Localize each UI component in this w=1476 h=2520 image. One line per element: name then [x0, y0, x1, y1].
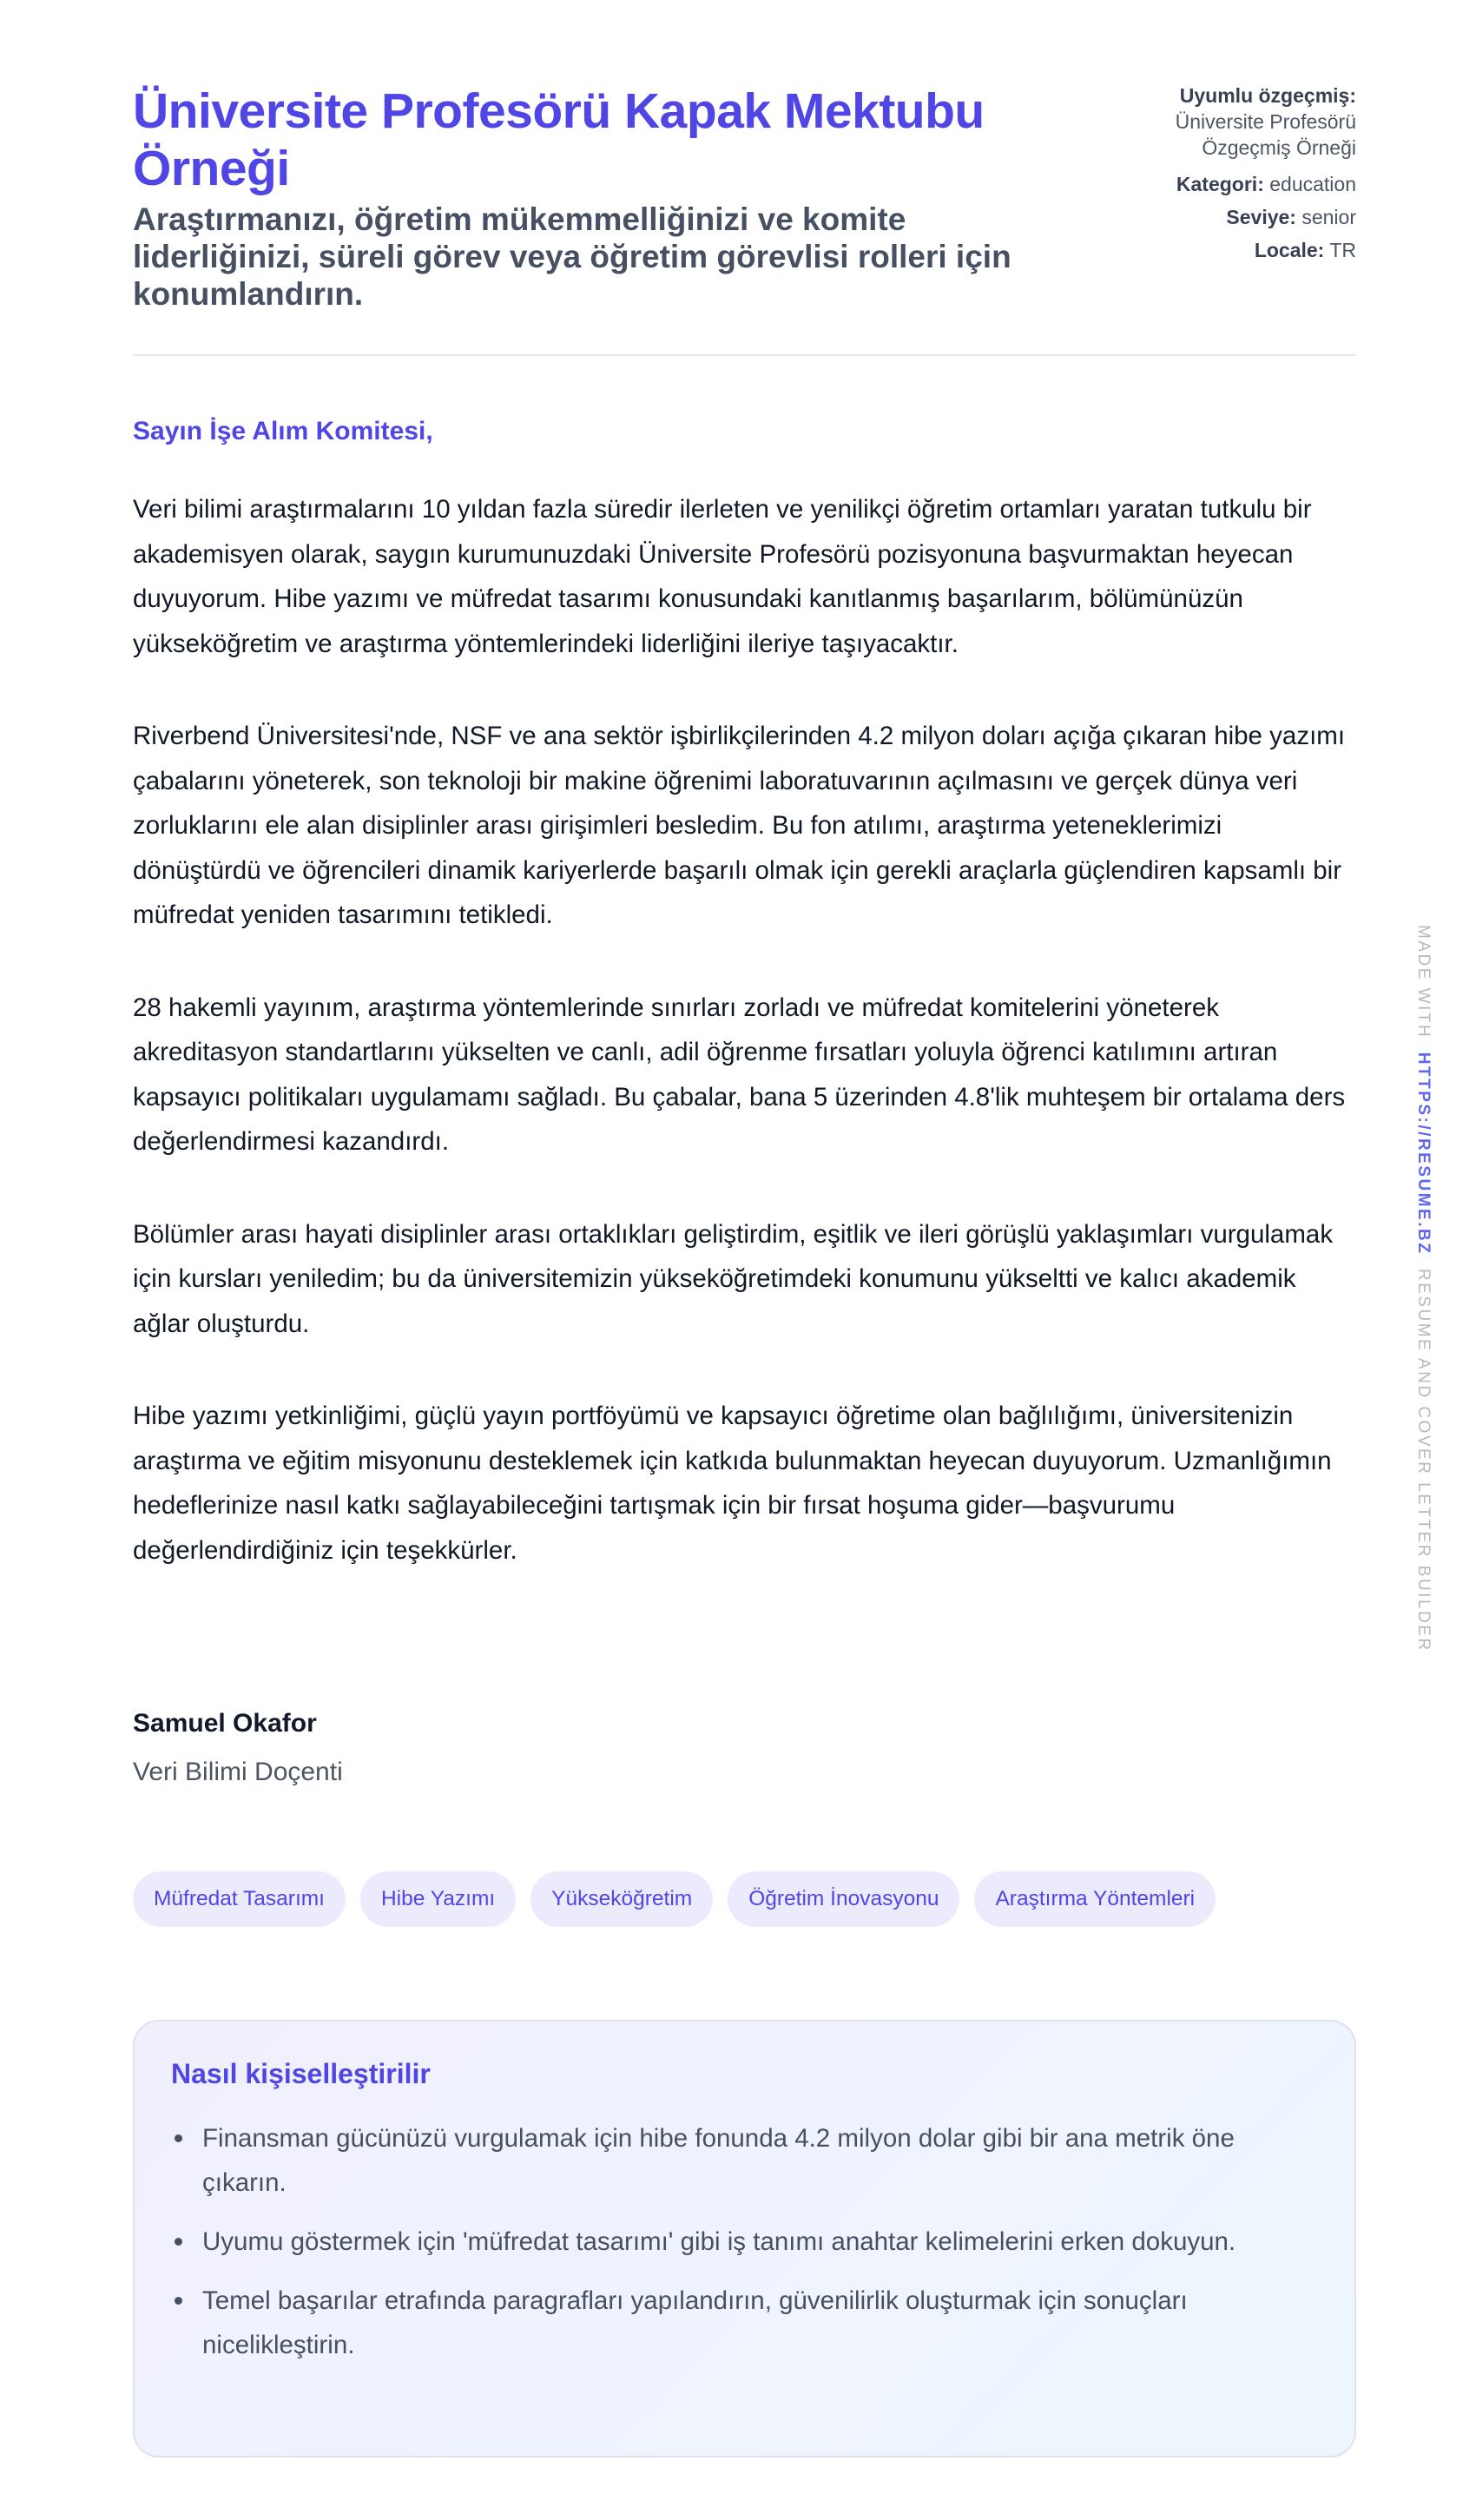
meta-locale	[1148, 234, 1356, 267]
meta-level	[1148, 201, 1356, 234]
meta-category-value: education	[1269, 173, 1356, 195]
skill-tags	[133, 1871, 1216, 1927]
page-header	[133, 82, 1356, 313]
meta-category	[1148, 168, 1356, 201]
skill-tag: Araştırma Yöntemleri	[974, 1871, 1216, 1927]
tips-list	[171, 2116, 1318, 2367]
page-title: Üniversite Profesörü Kapak Mektubu Örneği	[133, 83, 985, 196]
made-with-banner	[1413, 925, 1433, 1653]
page-subtitle: Araştırmanızı, öğretim mükemmelliğinizi ve komite liderliğinizi, süreli görev veya öğretim görevlisi rolleri için konumlandırın.	[133, 201, 1011, 312]
salutation: Sayın İşe Alım Komitesi,	[133, 417, 433, 445]
letter-paragraph: Veri bilimi araştırmalarını 10 yıldan fazla süredir ilerleten ve yenilikçi öğretim ortamları yaratan tutkulu bir akademisyen olarak, saygın kurumunuzdaki Üniversite Profesörü pozisyonuna başvurmaktan heyecan duyuyorum. Hibe yazımı ve müfredat tasarımı konusundaki kanıtlanmış başarılarım, bölümünüzün yükseköğretim ve araştırma yöntemlerindeki liderliğini ileriye taşıyacaktır.	[133, 495, 1312, 658]
letter-paragraph: Hibe yazımı yetkinliğimi, güçlü yayın portföyümü ve kapsayıcı öğretime olan bağlılığımı, üniversitenizin araştırma ve eğitim misyonunu desteklemek için katkıda bulunmaktan heyecan duyuyorum. Uzmanlığımın hedeflerinize nasıl katkı sağlayabileceğini tartışmak için bir fırsat hoşuma gider—başvurumu değerlendirdiğiniz için teşekkürler.	[133, 1402, 1332, 1565]
signer-name: Samuel Okafor	[133, 1709, 317, 1738]
tips-title: Nasıl kişiselleştirilir	[171, 2058, 431, 2089]
tip-item: Finansman gücünüzü vurgulamak için hibe fonunda 4.2 milyon dolar gibi bir ana metrik öne çıkarın.	[171, 2116, 1300, 2205]
meta-resume-value: Üniversite Profesörü Özgeçmiş Örneği	[1175, 110, 1356, 159]
letter-paragraph: Bölümler arası hayati disiplinler arası ortaklıkları geliştirdim, eşitlik ve ileri görüşlü yaklaşımları vurgulamak için kursları yeniledim; bu da üniversitemizin yükseköğretimdeki konumunu yükseltti ve kalıcı akademik ağlar oluşturdu.	[133, 1219, 1334, 1338]
made-with-prefix: MADE WITH	[1414, 925, 1433, 1039]
meta-level-value: senior	[1301, 206, 1356, 228]
meta-category-label: Kategori:	[1176, 173, 1264, 195]
meta-level-label: Seviye:	[1226, 206, 1296, 228]
skill-tag: Yükseköğretim	[530, 1871, 713, 1927]
made-with-suffix: RESUME AND COVER LETTER BUILDER	[1414, 1268, 1433, 1653]
meta-resume-label: Uyumlu özgeçmiş:	[1179, 84, 1356, 107]
meta-resume	[1148, 82, 1356, 161]
letter-paragraph: Riverbend Üniversitesi'nde, NSF ve ana sektör işbirlikçilerinden 4.2 milyon doları açığa çıkaran hibe yazımı çabalarını yöneterek, son teknoloji bir makine öğrenimi laboratuvarının açılmasını ve gerçek dünya veri zorluklarını ele alan disiplinler arası girişimleri besledim. Bu fon atılımı, araştırma yeteneklerimizi dönüştürdü ve öğrencileri dinamik kariyerlerde başarılı olmak için gerekli araçlarla güçlendiren kapsamlı bir müfredat yeniden tasarımını tetikledi.	[133, 722, 1346, 929]
tip-item: Uyumu göstermek için 'müfredat tasarımı' gibi iş tanımı anahtar kelimelerini erken dokuyun.	[171, 2220, 1300, 2264]
skill-tag: Hibe Yazımı	[360, 1871, 516, 1927]
tip-item: Temel başarılar etrafında paragrafları yapılandırın, güvenilirlik oluşturmak için sonuçları nicelikleştirin.	[171, 2279, 1300, 2367]
skill-tag: Öğretim İnovasyonu	[728, 1871, 959, 1927]
letter-paragraph: 28 hakemli yayınım, araştırma yöntemlerinde sınırları zorladı ve müfredat komitelerini yöneterek akreditasyon standartlarını yükselten ve canlı, adil öğrenme fırsatları yoluyla öğrenci katılımını artıran kapsayıcı politikaları uygulamamı sağladı. Bu çabalar, bana 5 üzerinden 4.8'lik muhteşem bir ortalama ders değerlendirmesi kazandırdı.	[133, 993, 1346, 1156]
personalization-tips	[133, 2020, 1356, 2457]
skill-tag: Müfredat Tasarımı	[133, 1871, 346, 1927]
meta-info	[1148, 82, 1356, 313]
meta-locale-value: TR	[1329, 239, 1356, 261]
header-divider	[133, 354, 1356, 356]
signer-role: Veri Bilimi Doçenti	[133, 1758, 343, 1786]
meta-locale-label: Locale:	[1254, 239, 1325, 261]
letter-body	[133, 487, 1356, 1620]
made-with-link[interactable]: HTTPS://RESUME.BZ	[1414, 1052, 1433, 1256]
signature	[133, 1709, 343, 1787]
